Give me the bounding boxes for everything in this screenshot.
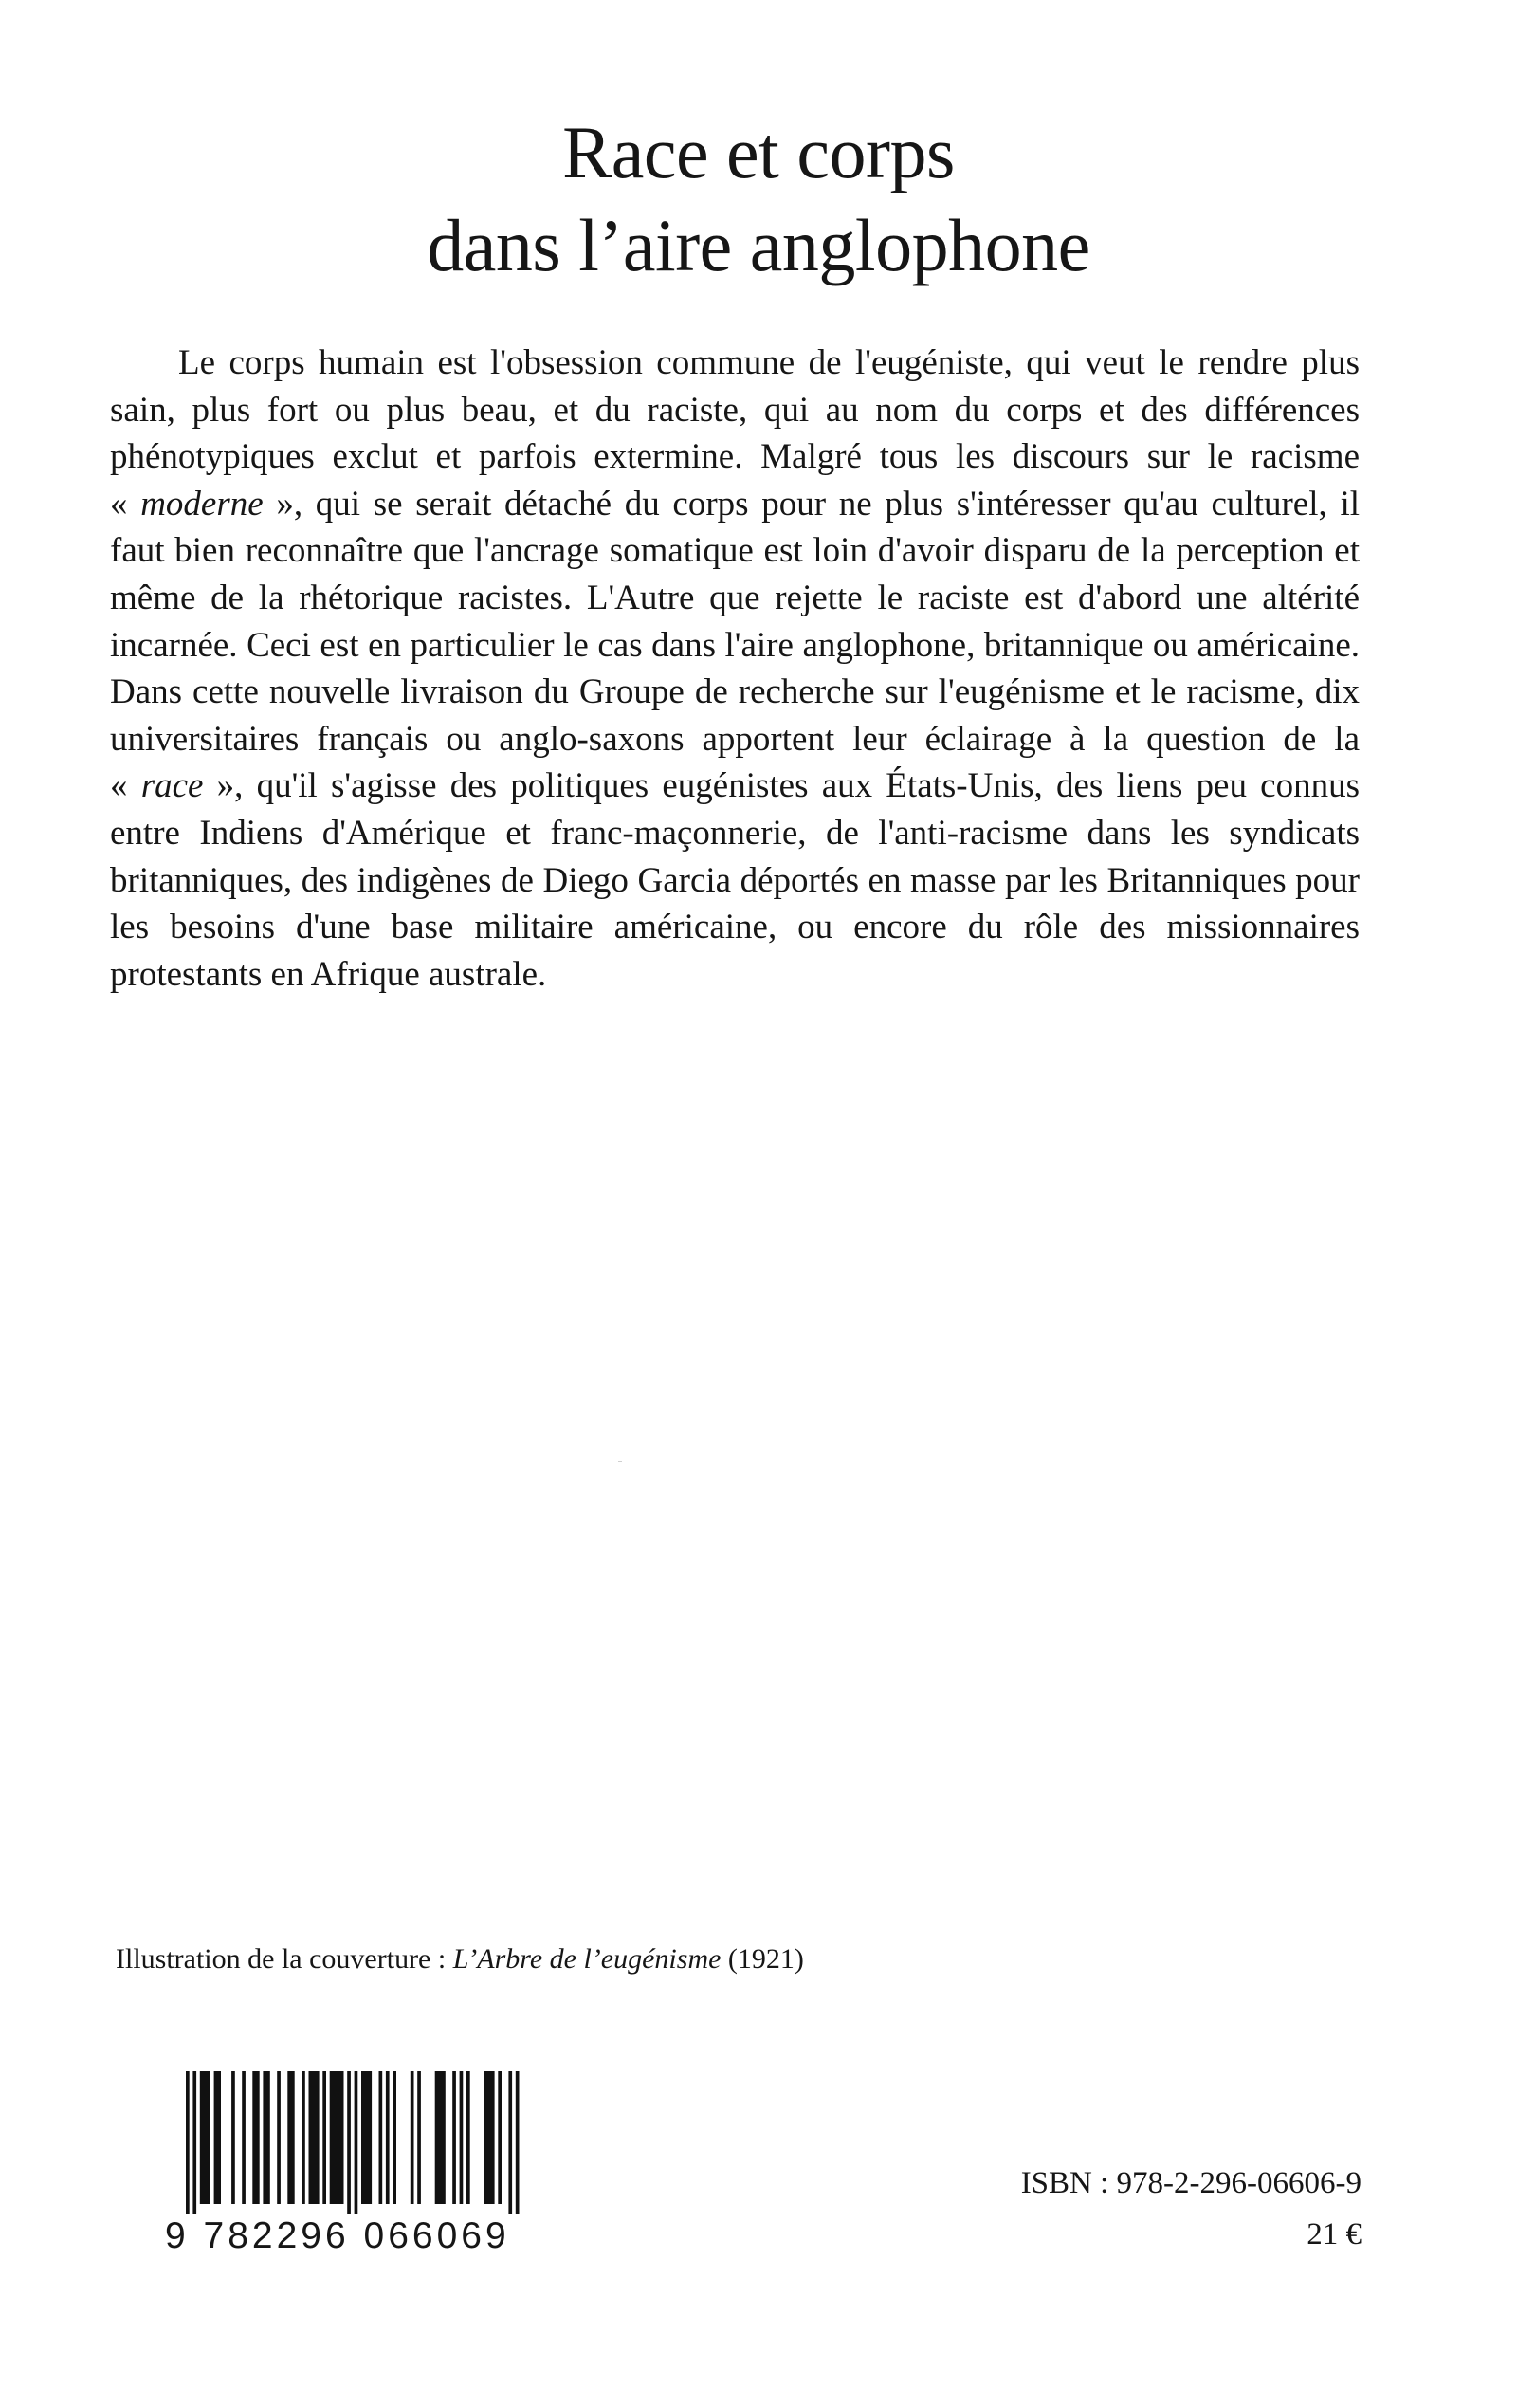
- barcode: [163, 2071, 557, 2256]
- barcode-bar-11: [309, 2071, 320, 2204]
- barcode-digits: 9 782296 066069: [163, 2214, 559, 2259]
- barcode-bar-20: [411, 2071, 414, 2204]
- barcode-bar-19: [393, 2071, 396, 2204]
- barcode-bar-10: [302, 2071, 305, 2204]
- blurb-text-1: Le corps humain est l'obsession commune de l'eugéniste, qui veut le rendre plus sain, plus fort ou plus beau, et du raciste, qui au nom du corps et des différences phénotypiques exclut et parfois extermine. Malgré tous les discours sur le racisme «: [110, 343, 1360, 524]
- barcode-bar-24: [460, 2071, 464, 2204]
- barcode-bar-27: [498, 2071, 502, 2204]
- barcode-bar-28: [508, 2071, 512, 2214]
- barcode-bar-16: [361, 2071, 372, 2204]
- blurb-text-3: », qu'il s'agisse des politiques eugénistes aux États-Unis, des liens peu connus entre Indiens d'Amérique et franc-maçonnerie, de l'anti-racisme dans les syndicats britanniques, des indigènes de Diego Garcia déportés en masse par les Britanniques pour les besoins d'une base militaire américaine, ou encore du rôle des missionnaires protestants en Afrique australe.: [110, 766, 1361, 994]
- barcode-bar-4: [231, 2071, 235, 2204]
- blurb-paragraph: [110, 340, 1360, 998]
- barcode-bar-1: [192, 2071, 196, 2214]
- barcode-bar-0: [186, 2071, 190, 2214]
- illustration-year: (1921): [721, 1943, 804, 1975]
- barcode-bar-13: [330, 2071, 344, 2204]
- blurb-text-2: », qui se serait détaché du corps pour ne plus s'intéresser qu'au culturel, il faut bien reconnaître que l'ancrage somatique est loin d'avoir disparu de la perception et même de la rhétorique racistes. L'Autre que rejette le raciste est d'abord une altérité incarnée. Ceci est en particulier le cas dans l'aire anglophone, britannique ou américaine. Dans cette nouvelle livraison du Groupe de recherche sur l'eugénisme et le racisme, dix universitaires français ou anglo-saxons apportent leur éclairage à la question de la «: [110, 484, 1360, 806]
- blurb-emphasis-moderne: moderne: [140, 484, 264, 524]
- illustration-artwork: L’Arbre de l’eugénisme: [452, 1943, 722, 1975]
- barcode-bar-14: [347, 2071, 351, 2214]
- blurb-emphasis-race: race: [140, 766, 204, 806]
- isbn-number: ISBN : 978-2-296-06606-9: [1020, 2166, 1362, 2200]
- book-title: [0, 106, 1517, 292]
- barcode-bar-3: [214, 2071, 221, 2204]
- title-line-1: Race et corps: [562, 111, 955, 193]
- print-speck: [618, 1461, 622, 1462]
- price: 21 €: [1307, 2217, 1362, 2252]
- barcode-bar-18: [386, 2071, 390, 2204]
- illustration-credit: [116, 1940, 804, 1978]
- barcode-bar-29: [516, 2071, 520, 2214]
- barcode-bar-25: [466, 2071, 470, 2204]
- barcode-bar-12: [322, 2071, 326, 2204]
- barcode-bar-22: [435, 2071, 446, 2204]
- barcode-bar-7: [263, 2071, 269, 2204]
- illustration-label: Illustration de la couverture :: [116, 1943, 453, 1975]
- barcode-bar-21: [417, 2071, 421, 2204]
- barcode-bar-15: [355, 2071, 358, 2214]
- barcode-bar-6: [252, 2071, 259, 2204]
- barcode-bars: [163, 2071, 557, 2214]
- barcode-bar-5: [242, 2071, 246, 2204]
- barcode-bar-23: [452, 2071, 456, 2204]
- barcode-bar-2: [200, 2071, 210, 2204]
- barcode-bar-17: [379, 2071, 383, 2204]
- barcode-bar-8: [277, 2071, 281, 2204]
- title-line-2: dans l’aire anglophone: [427, 204, 1090, 286]
- barcode-bar-9: [287, 2071, 294, 2204]
- barcode-bar-26: [484, 2071, 495, 2204]
